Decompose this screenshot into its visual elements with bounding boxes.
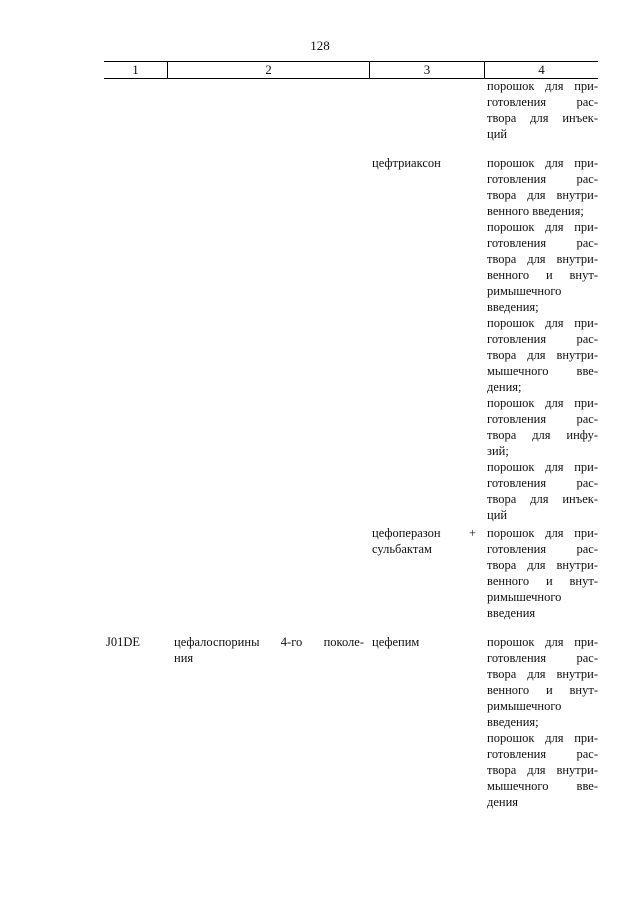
text-line: готовления рас- xyxy=(487,476,598,490)
text-line: готовления рас- xyxy=(487,412,598,426)
text-line: венного и внут- xyxy=(487,683,598,697)
text-line: мышечного вве- xyxy=(487,779,598,793)
text-line: цефоперазон + xyxy=(372,526,476,540)
text-line: мышечного вве- xyxy=(487,364,598,378)
text-line: ций xyxy=(487,127,508,141)
text-line: порошок для при- xyxy=(487,316,598,330)
text-line: римышечного xyxy=(487,699,562,713)
header-col-4: 4 xyxy=(538,62,545,77)
text-line: готовления рас- xyxy=(487,95,598,109)
atc-code-j01de xyxy=(106,634,166,650)
drug-name-cefoperazone-sulbactam xyxy=(372,525,476,557)
text-line: ций xyxy=(487,508,508,522)
header-col-3: 3 xyxy=(370,62,485,78)
text-line: венного введения; xyxy=(487,204,584,218)
dosage-form-cefoperazone-sulbactam xyxy=(487,525,598,621)
text-line: порошок для при- xyxy=(487,220,598,234)
text-line: готовления рас- xyxy=(487,236,598,250)
text-line: цефепим xyxy=(372,635,420,649)
text-line: венного и внут- xyxy=(487,574,598,588)
text-line: готовления рас- xyxy=(487,747,598,761)
text-line: введения; xyxy=(487,715,539,729)
text-line: готовления рас- xyxy=(487,332,598,346)
text-line: твора для внутри- xyxy=(487,763,598,777)
text-line: порошок для при- xyxy=(487,460,598,474)
text-line: порошок для при- xyxy=(487,396,598,410)
atc-group-j01de xyxy=(174,634,364,666)
text-line: твора для инфу- xyxy=(487,428,598,442)
text-line: готовления рас- xyxy=(487,172,598,186)
text-line: ния xyxy=(174,651,194,665)
text-line: порошок для при- xyxy=(487,526,598,540)
text-line: твора для инъек- xyxy=(487,492,598,506)
text-line: введения xyxy=(487,606,536,620)
continued-dosage-form xyxy=(487,78,598,142)
text-line: J01DE xyxy=(106,635,141,649)
text-line: твора для внутри- xyxy=(487,252,598,266)
header-col-2: 2 xyxy=(168,62,370,78)
drug-name-cefepime xyxy=(372,634,476,650)
text-line: цефтриаксон xyxy=(372,156,441,170)
text-line: порошок для при- xyxy=(487,635,598,649)
text-line: введения; xyxy=(487,300,539,314)
text-line: сульбактам xyxy=(372,542,432,556)
text-line: порошок для при- xyxy=(487,79,598,93)
text-line: твора для внутри- xyxy=(487,188,598,202)
text-line: цефалоспорины 4-го поколе- xyxy=(174,635,364,649)
table-header xyxy=(104,61,598,79)
text-line: твора для внутри- xyxy=(487,667,598,681)
dosage-form-cefepime xyxy=(487,634,598,810)
page-number: 128 xyxy=(310,38,330,53)
text-line: венного и внут- xyxy=(487,268,598,282)
text-line: твора для внутри- xyxy=(487,348,598,362)
text-line: зий; xyxy=(487,444,509,458)
text-line: готовления рас- xyxy=(487,542,598,556)
header-col-1: 1 xyxy=(104,62,168,78)
text-line: твора для внутри- xyxy=(487,558,598,572)
dosage-form-ceftriaxone xyxy=(487,155,598,523)
text-line: порошок для при- xyxy=(487,731,598,745)
text-line: дения; xyxy=(487,380,522,394)
text-line: твора для инъек- xyxy=(487,111,598,125)
text-line: порошок для при- xyxy=(487,156,598,170)
text-line: римышечного xyxy=(487,284,562,298)
text-line: дения xyxy=(487,795,519,809)
drug-name-ceftriaxone xyxy=(372,155,476,171)
text-line: римышечного xyxy=(487,590,562,604)
text-line: готовления рас- xyxy=(487,651,598,665)
